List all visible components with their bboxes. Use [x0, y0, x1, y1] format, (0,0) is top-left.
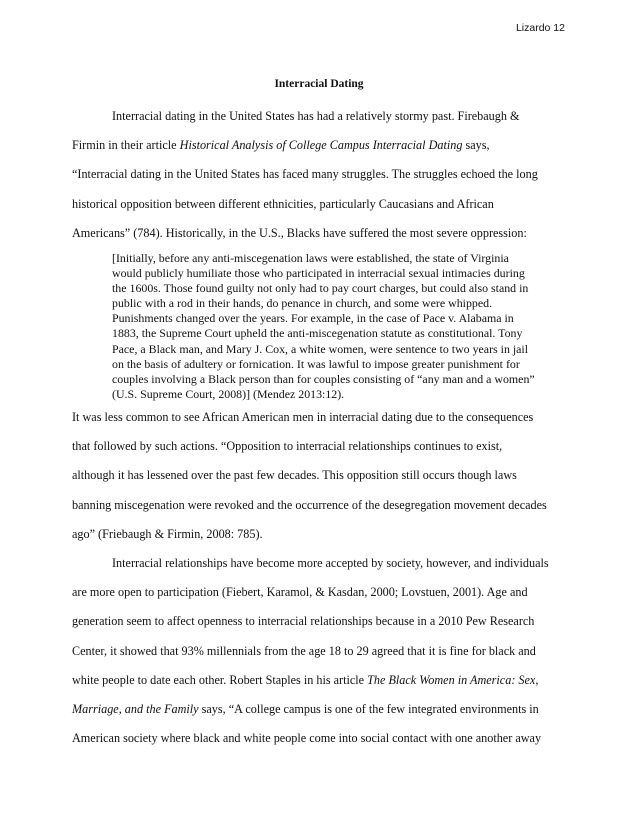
- text-run: says, “A college campus is one of the few integrated environments in: [198, 701, 539, 716]
- paragraph-line: are more open to participation (Fiebert, Karamol, & Kasdan, 2000; Lovstuen, 2001). Age and: [72, 585, 528, 600]
- article-title: The Black Women in America: Sex,: [367, 672, 539, 687]
- paragraph-line: ago” (Friebaugh & Firmin, 2008: 785).: [72, 526, 263, 541]
- quote-line: Punishments changed over the years. For example, in the case of Pace v. Alabama in: [112, 311, 514, 326]
- document-body: [72, 102, 564, 753]
- paragraph-line: generation seem to affect openness to interracial relationships because in a 2010 Pew Research: [72, 614, 535, 629]
- text-run: Firmin in their article: [72, 138, 180, 153]
- quote-line: (U.S. Supreme Court, 2008)] (Mendez 2013:12).: [112, 386, 345, 401]
- quote-line: 1883, the Supreme Court upheld the anti-miscegenation statute as constitutional. Tony: [112, 326, 523, 341]
- paragraph-line: Interracial dating in the United States has had a relatively stormy past. Firebaugh &: [112, 109, 520, 123]
- quote-line: Pace, a Black man, and Mary J. Cox, a white women, were sentence to two years in jail: [112, 341, 529, 356]
- quote-line: the 1600s. Those found guilty not only had to pay court charges, but could also stand in: [112, 281, 529, 296]
- article-title: Historical Analysis of College Campus Interracial Dating: [179, 138, 463, 153]
- document-title: Interracial Dating: [274, 78, 364, 90]
- paragraph-line: Center, it showed that 93% millennials from the age 18 to 29 agreed that it is fine for black and: [72, 643, 536, 658]
- paragraph-line: [72, 131, 564, 160]
- paragraph-line: that followed by such actions. “Opposition to interracial relationships continues to exist,: [72, 439, 503, 454]
- quote-line: couples involving a Black person than for couples consisting of “any man and a women”: [112, 371, 535, 386]
- quote-line: [Initially, before any anti-miscegenation laws were established, the state of Virginia: [112, 251, 509, 266]
- text-run: white people to date each other. Robert Staples in his article: [72, 672, 368, 687]
- quote-line: on the basis of adultery or fornication. It was lawful to impose greater punishment for: [112, 356, 520, 371]
- block-quote: [112, 251, 562, 402]
- article-title: Marriage, and the Family: [72, 701, 199, 716]
- paragraph-line: banning miscegenation were revoked and the occurrence of the desegregation movement decades: [72, 497, 547, 512]
- quote-line: public with a rod in their hands, do penance in church, and some were whipped.: [112, 296, 493, 311]
- page-header: Lizardo 12: [515, 22, 565, 34]
- paragraph-line: “Interracial dating in the United States has faced many struggles. The struggles echoed the long: [72, 167, 538, 182]
- paragraph-line: historical opposition between different ethnicities, particularly Caucasians and African: [72, 196, 494, 211]
- quote-line: would publicly humiliate those who participated in interracial sexual intimacies during: [112, 266, 525, 281]
- text-run: says,: [462, 138, 490, 153]
- paragraph-line: Americans” (784). Historically, in the U.S., Blacks have suffered the most severe oppression:: [72, 225, 527, 240]
- paragraph-line: American society where black and white people come into social contact with one another away: [72, 731, 542, 746]
- paragraph-line: It was less common to see African American men in interracial dating due to the consequences: [72, 409, 534, 424]
- paragraph-line: [72, 666, 564, 695]
- paragraph-line: Interracial relationships have become more accepted by society, however, and individuals: [112, 555, 549, 570]
- paragraph-line: [72, 695, 564, 724]
- paragraph-line: although it has lessened over the past few decades. This opposition still occurs though laws: [72, 468, 517, 483]
